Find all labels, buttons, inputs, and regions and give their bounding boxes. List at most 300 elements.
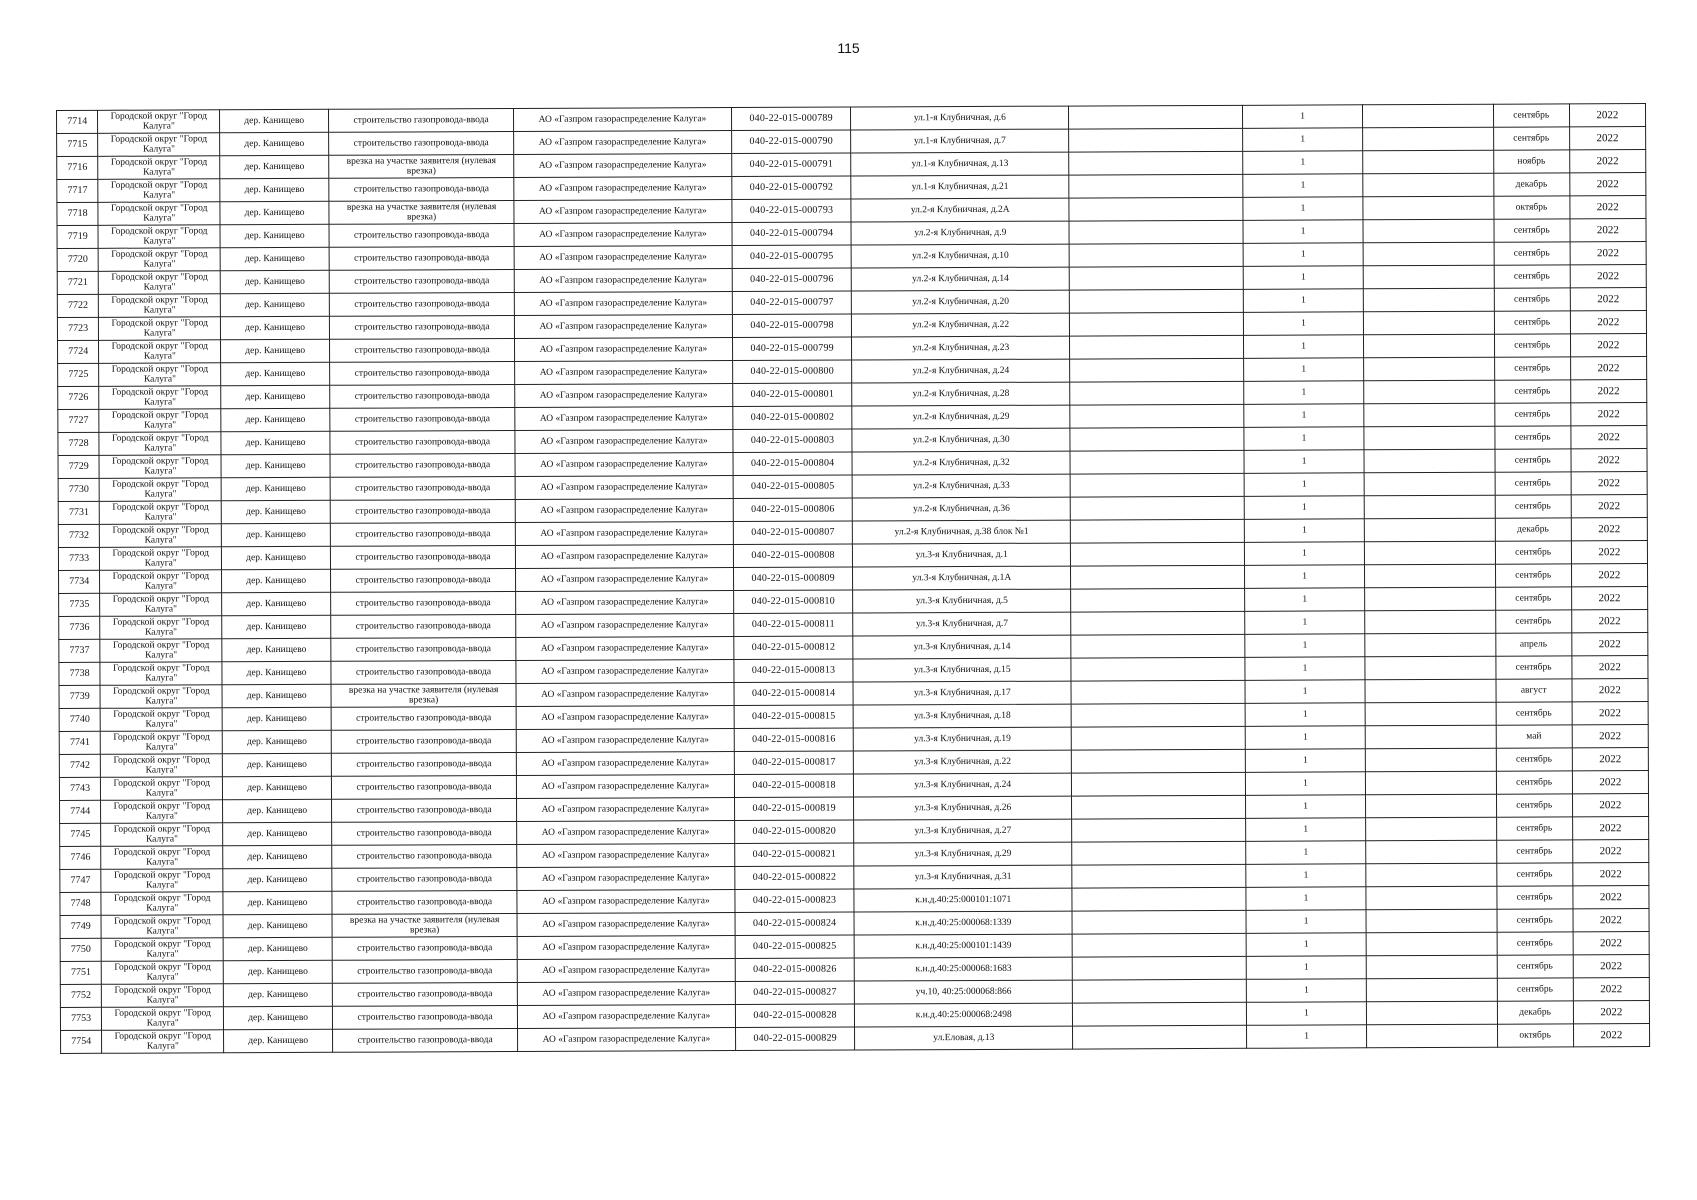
row-number-cell: 7734 bbox=[59, 570, 100, 593]
empty-cell bbox=[1070, 404, 1244, 428]
work-type-cell: строительство газопровода-ввода bbox=[332, 1005, 517, 1029]
quantity-cell: 1 bbox=[1245, 657, 1365, 681]
organization-cell: АО «Газпром газораспределение Калуга» bbox=[516, 568, 734, 592]
row-number-cell: 7742 bbox=[59, 754, 100, 777]
district-cell: Городской округ "Город Калуга" bbox=[99, 317, 221, 341]
quantity-cell: 1 bbox=[1245, 680, 1365, 704]
empty-cell bbox=[1070, 335, 1244, 359]
empty-cell bbox=[1364, 449, 1495, 473]
empty-cell bbox=[1069, 151, 1243, 175]
address-cell: к.н.д.40:25:000068:1683 bbox=[855, 957, 1073, 981]
empty-cell bbox=[1363, 150, 1494, 174]
month-cell: сентябрь bbox=[1494, 311, 1570, 334]
organization-cell: АО «Газпром газораспределение Калуга» bbox=[514, 223, 732, 247]
empty-cell bbox=[1363, 173, 1494, 197]
quantity-cell: 1 bbox=[1246, 772, 1366, 796]
village-cell: дер. Канищево bbox=[223, 799, 332, 822]
empty-cell bbox=[1073, 1002, 1247, 1026]
village-cell: дер. Канищево bbox=[221, 339, 330, 362]
empty-cell bbox=[1070, 381, 1244, 405]
row-number-cell: 7743 bbox=[59, 777, 100, 800]
year-cell: 2022 bbox=[1571, 449, 1647, 472]
work-type-cell: строительство газопровода-ввода bbox=[330, 499, 515, 523]
year-cell: 2022 bbox=[1570, 380, 1646, 403]
year-cell: 2022 bbox=[1570, 311, 1646, 334]
district-cell: Городской округ "Город Калуга" bbox=[101, 800, 223, 824]
row-number-cell: 7723 bbox=[57, 317, 98, 340]
organization-cell: АО «Газпром газораспределение Калуга» bbox=[515, 545, 733, 569]
address-cell: ул.2-я Клубничная, д.14 bbox=[852, 267, 1070, 291]
district-cell: Городской округ "Город Калуга" bbox=[100, 524, 222, 548]
work-type-cell: строительство газопровода-ввода bbox=[332, 959, 517, 983]
table-body bbox=[57, 104, 1650, 1054]
empty-cell bbox=[1364, 472, 1495, 496]
address-cell: к.н.д.40:25:000068:1339 bbox=[854, 911, 1072, 935]
month-cell: сентябрь bbox=[1496, 794, 1572, 817]
district-cell: Городской округ "Город Калуга" bbox=[99, 478, 221, 502]
empty-cell bbox=[1069, 289, 1243, 313]
work-type-cell: врезка на участке заявителя (нулевая врезка) bbox=[329, 155, 514, 179]
empty-cell bbox=[1072, 979, 1246, 1003]
code-cell: 040-22-015-000807 bbox=[733, 521, 853, 545]
work-type-cell: строительство газопровода-ввода bbox=[332, 890, 517, 914]
village-cell: дер. Канищево bbox=[222, 592, 331, 615]
district-cell: Городской округ "Город Калуга" bbox=[102, 961, 224, 985]
code-cell: 040-22-015-000794 bbox=[732, 222, 852, 246]
year-cell: 2022 bbox=[1572, 725, 1648, 748]
year-cell: 2022 bbox=[1573, 978, 1649, 1001]
empty-cell bbox=[1070, 312, 1244, 336]
code-cell: 040-22-015-000828 bbox=[735, 1004, 855, 1028]
quantity-cell: 1 bbox=[1245, 542, 1365, 566]
year-cell: 2022 bbox=[1572, 679, 1648, 702]
organization-cell: АО «Газпром газораспределение Калуга» bbox=[515, 453, 733, 477]
work-type-cell: строительство газопровода-ввода bbox=[329, 270, 514, 294]
row-number-cell: 7730 bbox=[58, 478, 99, 501]
work-type-cell: строительство газопровода-ввода bbox=[329, 247, 514, 271]
quantity-cell: 1 bbox=[1243, 105, 1363, 129]
empty-cell bbox=[1366, 886, 1497, 910]
organization-cell: АО «Газпром газораспределение Калуга» bbox=[517, 936, 735, 960]
organization-cell: АО «Газпром газораспределение Калуга» bbox=[516, 706, 734, 730]
code-cell: 040-22-015-000821 bbox=[734, 843, 854, 867]
organization-cell: АО «Газпром газораспределение Калуга» bbox=[514, 269, 732, 293]
quantity-cell: 1 bbox=[1246, 841, 1366, 865]
year-cell: 2022 bbox=[1570, 334, 1646, 357]
village-cell: дер. Канищево bbox=[223, 937, 332, 960]
quantity-cell: 1 bbox=[1246, 910, 1366, 934]
empty-cell bbox=[1363, 219, 1494, 243]
district-cell: Городской округ "Город Калуга" bbox=[98, 202, 220, 226]
organization-cell: АО «Газпром газораспределение Калуга» bbox=[514, 177, 732, 201]
village-cell: дер. Канищево bbox=[223, 753, 332, 776]
organization-cell: АО «Газпром газораспределение Калуга» bbox=[517, 913, 735, 937]
work-type-cell: строительство газопровода-ввода bbox=[332, 821, 517, 845]
code-cell: 040-22-015-000789 bbox=[731, 107, 851, 131]
village-cell: дер. Канищево bbox=[222, 546, 331, 569]
work-type-cell: строительство газопровода-ввода bbox=[329, 178, 514, 202]
address-cell: ул.2-я Клубничная, д.36 bbox=[853, 497, 1071, 521]
month-cell: сентябрь bbox=[1494, 288, 1570, 311]
village-cell: дер. Канищево bbox=[221, 431, 330, 454]
organization-cell: АО «Газпром газораспределение Калуга» bbox=[517, 821, 735, 845]
year-cell: 2022 bbox=[1572, 656, 1648, 679]
row-number-cell: 7733 bbox=[58, 547, 99, 570]
organization-cell: АО «Газпром газораспределение Калуга» bbox=[518, 1028, 736, 1052]
empty-cell bbox=[1072, 887, 1246, 911]
address-cell: ул.1-я Клубничная, д.21 bbox=[851, 175, 1069, 199]
organization-cell: АО «Газпром газораспределение Калуга» bbox=[516, 683, 734, 707]
organization-cell: АО «Газпром газораспределение Калуга» bbox=[517, 890, 735, 914]
quantity-cell: 1 bbox=[1246, 795, 1366, 819]
work-type-cell: строительство газопровода-ввода bbox=[331, 775, 516, 799]
row-number-cell: 7746 bbox=[60, 846, 101, 869]
quantity-cell: 1 bbox=[1245, 703, 1365, 727]
empty-cell bbox=[1070, 358, 1244, 382]
register-table bbox=[56, 103, 1650, 1054]
work-type-cell: строительство газопровода-ввода bbox=[330, 476, 515, 500]
row-number-cell: 7749 bbox=[60, 915, 101, 938]
district-cell: Городской округ "Город Калуга" bbox=[101, 823, 223, 847]
month-cell: сентябрь bbox=[1496, 748, 1572, 771]
address-cell: ул.3-я Клубничная, д.5 bbox=[853, 589, 1071, 613]
organization-cell: АО «Газпром газораспределение Калуга» bbox=[517, 1005, 735, 1029]
village-cell: дер. Канищево bbox=[221, 454, 330, 477]
quantity-cell: 1 bbox=[1246, 818, 1366, 842]
code-cell: 040-22-015-000815 bbox=[734, 705, 854, 729]
code-cell: 040-22-015-000808 bbox=[733, 544, 853, 568]
year-cell: 2022 bbox=[1573, 863, 1649, 886]
row-number-cell: 7736 bbox=[59, 616, 100, 639]
work-type-cell: строительство газопровода-ввода bbox=[331, 591, 516, 615]
quantity-cell: 1 bbox=[1244, 381, 1364, 405]
work-type-cell: врезка на участке заявителя (нулевая врезка) bbox=[331, 683, 516, 707]
address-cell: ул.3-я Клубничная, д.18 bbox=[854, 704, 1072, 728]
address-cell: ул.2-я Клубничная, д.2А bbox=[851, 198, 1069, 222]
code-cell: 040-22-015-000804 bbox=[733, 452, 853, 476]
empty-cell bbox=[1366, 955, 1497, 979]
empty-cell bbox=[1071, 749, 1245, 773]
code-cell: 040-22-015-000801 bbox=[732, 383, 852, 407]
month-cell: декабрь bbox=[1497, 1001, 1573, 1024]
district-cell: Городской округ "Город Калуга" bbox=[98, 133, 220, 157]
quantity-cell: 1 bbox=[1247, 1002, 1367, 1026]
village-cell: дер. Канищево bbox=[224, 1006, 333, 1029]
code-cell: 040-22-015-000810 bbox=[733, 590, 853, 614]
work-type-cell: строительство газопровода-ввода bbox=[331, 660, 516, 684]
quantity-cell: 1 bbox=[1245, 726, 1365, 750]
address-cell: ул.2-я Клубничная, д.28 bbox=[852, 382, 1070, 406]
district-cell: Городской округ "Город Калуга" bbox=[101, 938, 223, 962]
code-cell: 040-22-015-000826 bbox=[735, 958, 855, 982]
address-cell: ул.3-я Клубничная, д.14 bbox=[853, 635, 1071, 659]
quantity-cell: 1 bbox=[1243, 197, 1363, 221]
year-cell: 2022 bbox=[1571, 495, 1647, 518]
empty-cell bbox=[1366, 1024, 1497, 1048]
district-cell: Городской округ "Город Калуга" bbox=[100, 708, 222, 732]
address-cell: ул.2-я Клубничная, д.20 bbox=[852, 290, 1070, 314]
year-cell: 2022 bbox=[1573, 886, 1649, 909]
village-cell: дер. Канищево bbox=[223, 868, 332, 891]
address-cell: ул.3-я Клубничная, д.15 bbox=[853, 658, 1071, 682]
empty-cell bbox=[1366, 1001, 1497, 1025]
month-cell: декабрь bbox=[1495, 518, 1571, 541]
code-cell: 040-22-015-000811 bbox=[733, 613, 853, 637]
empty-cell bbox=[1070, 496, 1244, 520]
village-cell: дер. Канищево bbox=[222, 569, 331, 592]
year-cell: 2022 bbox=[1571, 541, 1647, 564]
work-type-cell: строительство газопровода-ввода bbox=[331, 706, 516, 730]
empty-cell bbox=[1364, 518, 1495, 542]
address-cell: ул.1-я Клубничная, д.6 bbox=[851, 106, 1069, 130]
month-cell: сентябрь bbox=[1494, 242, 1570, 265]
work-type-cell: строительство газопровода-ввода bbox=[330, 454, 515, 478]
empty-cell bbox=[1365, 794, 1496, 818]
code-cell: 040-22-015-000817 bbox=[734, 751, 854, 775]
empty-cell bbox=[1069, 266, 1243, 290]
village-cell: дер. Канищево bbox=[223, 960, 332, 983]
address-cell: ул.3-я Клубничная, д.29 bbox=[854, 842, 1072, 866]
month-cell: сентябрь bbox=[1493, 104, 1569, 127]
organization-cell: АО «Газпром газораспределение Калуга» bbox=[515, 407, 733, 431]
row-number-cell: 7741 bbox=[59, 731, 100, 754]
district-cell: Городской округ "Город Калуга" bbox=[100, 501, 222, 525]
village-cell: дер. Канищево bbox=[221, 500, 330, 523]
month-cell: октябрь bbox=[1493, 196, 1569, 219]
organization-cell: АО «Газпром газораспределение Калуга» bbox=[517, 844, 735, 868]
quantity-cell: 1 bbox=[1243, 128, 1363, 152]
address-cell: ул.3-я Клубничная, д.27 bbox=[854, 819, 1072, 843]
district-cell: Городской округ "Город Калуга" bbox=[101, 846, 223, 870]
month-cell: сентябрь bbox=[1495, 495, 1571, 518]
year-cell: 2022 bbox=[1572, 771, 1648, 794]
address-cell: ул.2-я Клубничная, д.9 bbox=[851, 221, 1069, 245]
work-type-cell: строительство газопровода-ввода bbox=[330, 408, 515, 432]
year-cell: 2022 bbox=[1572, 748, 1648, 771]
organization-cell: АО «Газпром газораспределение Калуга» bbox=[515, 476, 733, 500]
empty-cell bbox=[1070, 519, 1244, 543]
empty-cell bbox=[1364, 564, 1495, 588]
row-number-cell: 7721 bbox=[57, 271, 98, 294]
work-type-cell: строительство газопровода-ввода bbox=[329, 316, 514, 340]
empty-cell bbox=[1365, 633, 1496, 657]
village-cell: дер. Канищево bbox=[220, 155, 329, 178]
quantity-cell: 1 bbox=[1244, 289, 1364, 313]
month-cell: май bbox=[1496, 725, 1572, 748]
year-cell: 2022 bbox=[1572, 794, 1648, 817]
organization-cell: АО «Газпром газораспределение Калуга» bbox=[514, 292, 732, 316]
work-type-cell: строительство газопровода-ввода bbox=[331, 637, 516, 661]
code-cell: 040-22-015-000791 bbox=[731, 153, 851, 177]
empty-cell bbox=[1071, 703, 1245, 727]
month-cell: сентябрь bbox=[1495, 541, 1571, 564]
village-cell: дер. Канищево bbox=[221, 477, 330, 500]
address-cell: к.н.д.40:25:000101:1071 bbox=[854, 888, 1072, 912]
address-cell: ул.2-я Клубничная, д.32 bbox=[852, 451, 1070, 475]
quantity-cell: 1 bbox=[1244, 335, 1364, 359]
address-cell: ул.3-я Клубничная, д.1А bbox=[853, 566, 1071, 590]
village-cell: дер. Канищево bbox=[224, 983, 333, 1006]
code-cell: 040-22-015-000822 bbox=[735, 866, 855, 890]
year-cell: 2022 bbox=[1572, 817, 1648, 840]
organization-cell: АО «Газпром газораспределение Калуга» bbox=[517, 798, 735, 822]
address-cell: ул.3-я Клубничная, д.31 bbox=[854, 865, 1072, 889]
code-cell: 040-22-015-000818 bbox=[734, 774, 854, 798]
work-type-cell: строительство газопровода-ввода bbox=[330, 431, 515, 455]
year-cell: 2022 bbox=[1573, 1001, 1649, 1024]
code-cell: 040-22-015-000798 bbox=[732, 314, 852, 338]
address-cell: к.н.д.40:25:000068:2498 bbox=[855, 1003, 1073, 1027]
district-cell: Городской округ "Город Калуга" bbox=[101, 731, 223, 755]
empty-cell bbox=[1069, 243, 1243, 267]
work-type-cell: строительство газопровода-ввода bbox=[332, 936, 517, 960]
year-cell: 2022 bbox=[1573, 955, 1649, 978]
code-cell: 040-22-015-000795 bbox=[732, 245, 852, 269]
code-cell: 040-22-015-000797 bbox=[732, 291, 852, 315]
code-cell: 040-22-015-000814 bbox=[734, 682, 854, 706]
work-type-cell: строительство газопровода-ввода bbox=[331, 752, 516, 776]
row-number-cell: 7744 bbox=[60, 800, 101, 823]
empty-cell bbox=[1069, 220, 1243, 244]
empty-cell bbox=[1366, 840, 1497, 864]
work-type-cell: строительство газопровода-ввода bbox=[329, 224, 514, 248]
row-number-cell: 7714 bbox=[57, 110, 98, 133]
code-cell: 040-22-015-000829 bbox=[735, 1027, 855, 1051]
row-number-cell: 7728 bbox=[58, 432, 99, 455]
row-number-cell: 7740 bbox=[59, 708, 100, 731]
empty-cell bbox=[1366, 863, 1497, 887]
work-type-cell: строительство газопровода-ввода bbox=[332, 982, 517, 1006]
year-cell: 2022 bbox=[1572, 840, 1648, 863]
month-cell: сентябрь bbox=[1495, 472, 1571, 495]
empty-cell bbox=[1364, 357, 1495, 381]
work-type-cell: строительство газопровода-ввода bbox=[330, 339, 515, 363]
quantity-cell: 1 bbox=[1245, 519, 1365, 543]
quantity-cell: 1 bbox=[1246, 887, 1366, 911]
empty-cell bbox=[1072, 818, 1246, 842]
row-number-cell: 7726 bbox=[58, 386, 99, 409]
district-cell: Городской округ "Город Калуга" bbox=[98, 248, 220, 272]
village-cell: дер. Канищево bbox=[222, 684, 331, 707]
village-cell: дер. Канищево bbox=[221, 408, 330, 431]
address-cell: ул.3-я Клубничная, д.7 bbox=[853, 612, 1071, 636]
village-cell: дер. Канищево bbox=[223, 914, 332, 937]
district-cell: Городской округ "Город Калуга" bbox=[99, 455, 221, 479]
month-cell: сентябрь bbox=[1496, 863, 1572, 886]
organization-cell: АО «Газпром газораспределение Калуга» bbox=[517, 867, 735, 891]
quantity-cell: 1 bbox=[1243, 220, 1363, 244]
month-cell: сентябрь bbox=[1496, 886, 1572, 909]
work-type-cell: строительство газопровода-ввода bbox=[329, 132, 514, 156]
month-cell: сентябрь bbox=[1497, 978, 1573, 1001]
row-number-cell: 7738 bbox=[59, 662, 100, 685]
empty-cell bbox=[1072, 841, 1246, 865]
address-cell: ул.2-я Клубничная, д.22 bbox=[852, 313, 1070, 337]
district-cell: Городской округ "Город Калуга" bbox=[100, 685, 222, 709]
year-cell: 2022 bbox=[1573, 909, 1649, 932]
village-cell: дер. Канищево bbox=[220, 247, 329, 270]
address-cell: ул.3-я Клубничная, д.1 bbox=[853, 543, 1071, 567]
row-number-cell: 7720 bbox=[57, 248, 98, 271]
organization-cell: АО «Газпром газораспределение Калуга» bbox=[514, 108, 732, 132]
month-cell: сентябрь bbox=[1496, 840, 1572, 863]
empty-cell bbox=[1069, 174, 1243, 198]
month-cell: сентябрь bbox=[1495, 449, 1571, 472]
code-cell: 040-22-015-000799 bbox=[732, 337, 852, 361]
organization-cell: АО «Газпром газораспределение Калуга» bbox=[517, 982, 735, 1006]
empty-cell bbox=[1071, 611, 1245, 635]
district-cell: Городской округ "Город Калуга" bbox=[99, 294, 221, 318]
empty-cell bbox=[1364, 403, 1495, 427]
work-type-cell: строительство газопровода-ввода bbox=[331, 729, 516, 753]
work-type-cell: строительство газопровода-ввода bbox=[330, 545, 515, 569]
code-cell: 040-22-015-000809 bbox=[733, 567, 853, 591]
district-cell: Городской округ "Город Калуга" bbox=[100, 639, 222, 663]
row-number-cell: 7716 bbox=[57, 156, 98, 179]
organization-cell: АО «Газпром газораспределение Калуга» bbox=[516, 637, 734, 661]
work-type-cell: строительство газопровода-ввода bbox=[332, 844, 517, 868]
empty-cell bbox=[1363, 196, 1494, 220]
work-type-cell: врезка на участке заявителя (нулевая врезка) bbox=[332, 913, 517, 937]
district-cell: Городской округ "Город Калуга" bbox=[101, 754, 223, 778]
address-cell: ул.3-я Клубничная, д.19 bbox=[854, 727, 1072, 751]
quantity-cell: 1 bbox=[1244, 450, 1364, 474]
organization-cell: АО «Газпром газораспределение Калуга» bbox=[515, 361, 733, 385]
month-cell: октябрь bbox=[1497, 1024, 1573, 1047]
empty-cell bbox=[1364, 541, 1495, 565]
address-cell: уч.10, 40:25:000068:866 bbox=[855, 980, 1073, 1004]
code-cell: 040-22-015-000803 bbox=[733, 429, 853, 453]
empty-cell bbox=[1072, 795, 1246, 819]
empty-cell bbox=[1365, 702, 1496, 726]
village-cell: дер. Канищево bbox=[222, 523, 331, 546]
empty-cell bbox=[1364, 380, 1495, 404]
quantity-cell: 1 bbox=[1246, 864, 1366, 888]
quantity-cell: 1 bbox=[1244, 404, 1364, 428]
district-cell: Городской округ "Город Калуга" bbox=[99, 409, 221, 433]
organization-cell: АО «Газпром газораспределение Калуга» bbox=[516, 660, 734, 684]
month-cell: сентябрь bbox=[1493, 127, 1569, 150]
row-number-cell: 7750 bbox=[60, 938, 101, 961]
row-number-cell: 7729 bbox=[58, 455, 99, 478]
month-cell: август bbox=[1496, 679, 1572, 702]
empty-cell bbox=[1364, 426, 1495, 450]
year-cell: 2022 bbox=[1570, 196, 1646, 219]
address-cell: ул.1-я Клубничная, д.13 bbox=[851, 152, 1069, 176]
row-number-cell: 7724 bbox=[58, 340, 99, 363]
year-cell: 2022 bbox=[1570, 265, 1646, 288]
address-cell: ул.3-я Клубничная, д.22 bbox=[854, 750, 1072, 774]
empty-cell bbox=[1070, 427, 1244, 451]
month-cell: сентябрь bbox=[1494, 219, 1570, 242]
district-cell: Городской округ "Город Калуга" bbox=[100, 593, 222, 617]
address-cell: ул.2-я Клубничная, д.10 bbox=[852, 244, 1070, 268]
row-number-cell: 7745 bbox=[60, 823, 101, 846]
organization-cell: АО «Газпром газораспределение Калуга» bbox=[514, 315, 732, 339]
code-cell: 040-22-015-000790 bbox=[731, 130, 851, 154]
district-cell: Городской округ "Город Калуга" bbox=[99, 340, 221, 364]
month-cell: сентябрь bbox=[1497, 955, 1573, 978]
work-type-cell: строительство газопровода-ввода bbox=[331, 614, 516, 638]
village-cell: дер. Канищево bbox=[224, 1029, 333, 1052]
month-cell: сентябрь bbox=[1495, 564, 1571, 587]
district-cell: Городской округ "Город Калуга" bbox=[100, 547, 222, 571]
empty-cell bbox=[1071, 726, 1245, 750]
work-type-cell: строительство газопровода-ввода bbox=[330, 522, 515, 546]
village-cell: дер. Канищево bbox=[220, 178, 329, 201]
month-cell: сентябрь bbox=[1496, 702, 1572, 725]
code-cell: 040-22-015-000802 bbox=[733, 406, 853, 430]
